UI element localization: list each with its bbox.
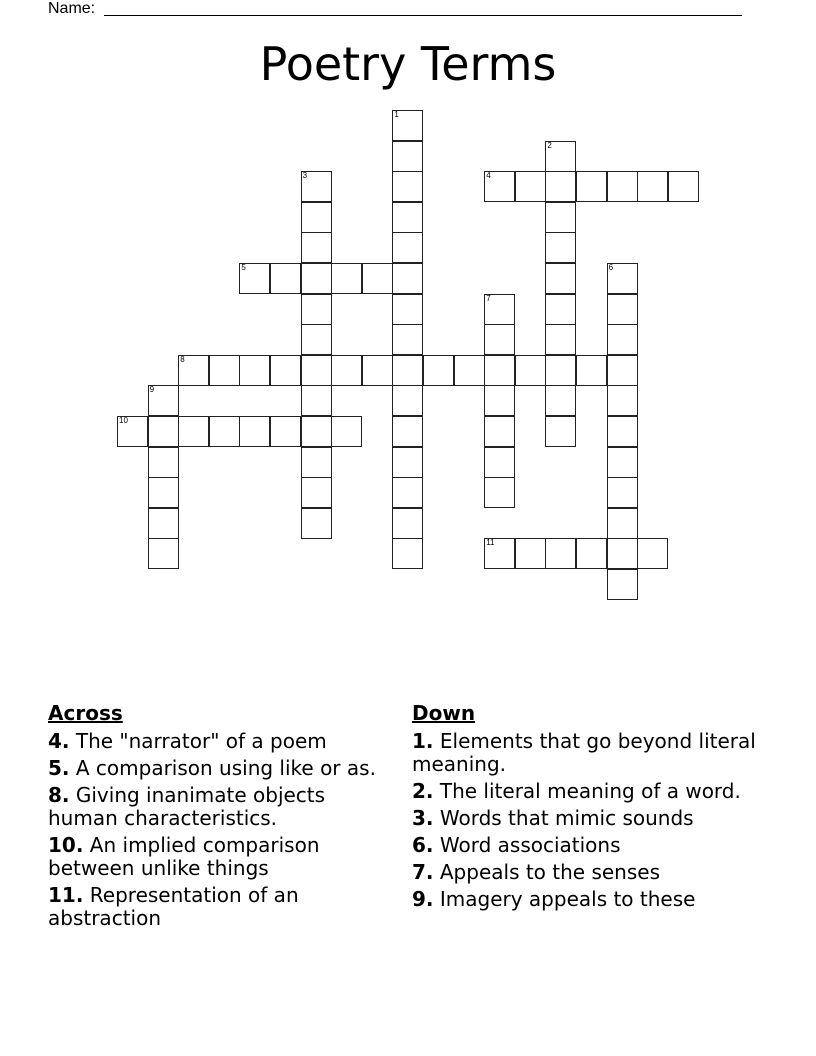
grid-cell[interactable] (545, 263, 576, 294)
grid-cell[interactable] (484, 324, 515, 355)
grid-cell[interactable] (209, 355, 240, 386)
name-label: Name: (48, 0, 96, 17)
grid-cell[interactable] (148, 385, 179, 416)
clue-number: 6 (608, 263, 614, 272)
grid-cell[interactable] (392, 324, 423, 355)
grid-cell[interactable] (515, 171, 546, 202)
grid-cell[interactable] (392, 232, 423, 263)
grid-cell[interactable] (607, 355, 638, 386)
grid-cell[interactable] (545, 141, 576, 172)
grid-cell[interactable] (607, 538, 638, 569)
across-clue (48, 834, 388, 880)
grid-cell[interactable] (392, 538, 423, 569)
grid-cell[interactable] (148, 508, 179, 539)
grid-cell[interactable] (178, 416, 209, 447)
clue-number: 11 (486, 538, 495, 548)
clue-text: The "narrator" of a poem (69, 729, 327, 753)
clue-number: 7 (486, 293, 491, 303)
grid-cell[interactable] (545, 385, 576, 416)
grid-cell[interactable] (301, 355, 332, 386)
down-heading: Down (412, 701, 476, 725)
clue-text: Elements that go beyond literal meaning. (412, 729, 756, 776)
clue-number: 8 (180, 354, 185, 364)
grid-cell[interactable] (301, 324, 332, 355)
clue-number: 5. (48, 756, 70, 780)
grid-cell[interactable] (484, 538, 515, 569)
grid-cell[interactable] (301, 294, 332, 325)
across-clue (48, 784, 388, 830)
grid-cell[interactable] (301, 385, 332, 416)
grid-cell[interactable] (545, 324, 576, 355)
grid-cell[interactable] (545, 171, 576, 202)
clue-text: Words that mimic sounds (433, 806, 694, 830)
grid-cell[interactable] (392, 202, 423, 233)
grid-cell[interactable] (392, 110, 423, 141)
grid-cell[interactable] (148, 447, 179, 478)
grid-cell[interactable] (545, 416, 576, 447)
grid-cell[interactable] (607, 263, 638, 294)
down-clue (412, 861, 772, 884)
clue-text: Imagery appeals to these (433, 887, 696, 911)
clue-text: Appeals to the senses (433, 860, 660, 884)
grid-cell[interactable] (270, 416, 301, 447)
down-clue (412, 834, 772, 857)
grid-cell[interactable] (484, 447, 515, 478)
clue-number: 4 (486, 171, 491, 181)
clue-number: 10. (48, 833, 84, 857)
clue-number: 7. (412, 860, 434, 884)
grid-cell[interactable] (362, 263, 393, 294)
grid-cell[interactable] (270, 355, 301, 386)
grid-cell[interactable] (392, 263, 423, 294)
grid-cell[interactable] (484, 416, 515, 447)
grid-cell[interactable] (637, 171, 668, 202)
grid-cell[interactable] (392, 141, 423, 172)
grid-cell[interactable] (607, 477, 638, 508)
page-title: Poetry Terms (259, 37, 557, 91)
grid-cell[interactable] (484, 477, 515, 508)
grid-cell[interactable] (239, 416, 270, 447)
clue-number: 3 (302, 171, 308, 181)
clue-text: An implied comparison between unlike things (48, 833, 320, 880)
across-heading: Across (48, 701, 123, 725)
grid-cell[interactable] (392, 294, 423, 325)
grid-cell[interactable] (178, 355, 209, 386)
grid-cell[interactable] (607, 416, 638, 447)
down-clues (412, 702, 772, 915)
clue-number: 10 (119, 416, 128, 425)
clue-number: 6. (412, 833, 434, 857)
grid-cell[interactable] (607, 385, 638, 416)
clue-number: 11. (48, 883, 84, 907)
grid-cell[interactable] (392, 385, 423, 416)
grid-cell[interactable] (148, 538, 179, 569)
clue-text: Giving inanimate objects human characteristics. (48, 783, 326, 830)
grid-cell[interactable] (545, 294, 576, 325)
across-clue (48, 730, 388, 753)
grid-cell[interactable] (392, 171, 423, 202)
clue-number: 2 (547, 140, 552, 150)
grid-cell[interactable] (607, 171, 638, 202)
clue-text: The literal meaning of a word. (433, 779, 741, 803)
grid-cell[interactable] (607, 569, 638, 600)
grid-cell[interactable] (454, 355, 485, 386)
grid-cell[interactable] (301, 477, 332, 508)
grid-cell[interactable] (576, 171, 607, 202)
grid-cell[interactable] (270, 263, 301, 294)
clue-number: 5 (241, 263, 246, 272)
grid-cell[interactable] (515, 538, 546, 569)
grid-cell[interactable] (607, 324, 638, 355)
clue-number: 9 (149, 385, 155, 395)
grid-cell[interactable] (484, 171, 515, 202)
grid-cell[interactable] (515, 355, 546, 386)
grid-cell[interactable] (239, 355, 270, 386)
clue-text: Word associations (433, 833, 621, 857)
clue-number: 3. (412, 806, 434, 830)
grid-cell[interactable] (301, 508, 332, 539)
grid-cell[interactable] (668, 171, 699, 202)
grid-cell[interactable] (301, 202, 332, 233)
clue-number: 8. (48, 783, 70, 807)
down-clue (412, 807, 772, 830)
clue-text: Representation of an abstraction (48, 883, 299, 930)
down-clue (412, 888, 772, 911)
grid-cell[interactable] (423, 355, 454, 386)
grid-cell[interactable] (148, 416, 179, 447)
grid-cell[interactable] (392, 447, 423, 478)
clue-number: 4. (48, 729, 70, 753)
grid-cell[interactable] (301, 171, 332, 202)
across-clue-list (48, 730, 388, 930)
grid-cell[interactable] (117, 416, 148, 447)
grid-cell[interactable] (607, 294, 638, 325)
down-clue-list (412, 730, 772, 911)
grid-cell[interactable] (301, 416, 332, 447)
grid-cell[interactable] (331, 263, 362, 294)
across-clue (48, 757, 388, 780)
grid-cell[interactable] (607, 508, 638, 539)
across-clues (48, 702, 388, 934)
grid-cell[interactable] (545, 232, 576, 263)
grid-cell[interactable] (301, 263, 332, 294)
grid-cell[interactable] (607, 447, 638, 478)
clue-number: 2. (412, 779, 434, 803)
grid-cell[interactable] (209, 416, 240, 447)
grid-cell[interactable] (576, 538, 607, 569)
across-clue (48, 884, 388, 930)
clue-number: 9. (412, 887, 434, 911)
grid-cell[interactable] (392, 508, 423, 539)
grid-cell[interactable] (545, 355, 576, 386)
grid-cell[interactable] (301, 232, 332, 263)
clue-number: 1 (394, 110, 399, 119)
clue-text: A comparison using like or as. (69, 756, 376, 780)
grid-cell[interactable] (331, 355, 362, 386)
down-clue (412, 780, 772, 803)
grid-cell[interactable] (637, 538, 668, 569)
grid-cell[interactable] (392, 355, 423, 386)
grid-cell[interactable] (331, 416, 362, 447)
grid-cell[interactable] (392, 477, 423, 508)
grid-cell[interactable] (484, 385, 515, 416)
clue-number: 1. (412, 729, 434, 753)
grid-cell[interactable] (484, 355, 515, 386)
grid-cell[interactable] (484, 294, 515, 325)
down-clue (412, 730, 772, 776)
grid-cell[interactable] (362, 355, 393, 386)
grid-cell[interactable] (239, 263, 270, 294)
grid-cell[interactable] (545, 202, 576, 233)
grid-cell[interactable] (301, 447, 332, 478)
grid-cell[interactable] (148, 477, 179, 508)
grid-cell[interactable] (392, 416, 423, 447)
grid-cell[interactable] (545, 538, 576, 569)
grid-cell[interactable] (576, 355, 607, 386)
